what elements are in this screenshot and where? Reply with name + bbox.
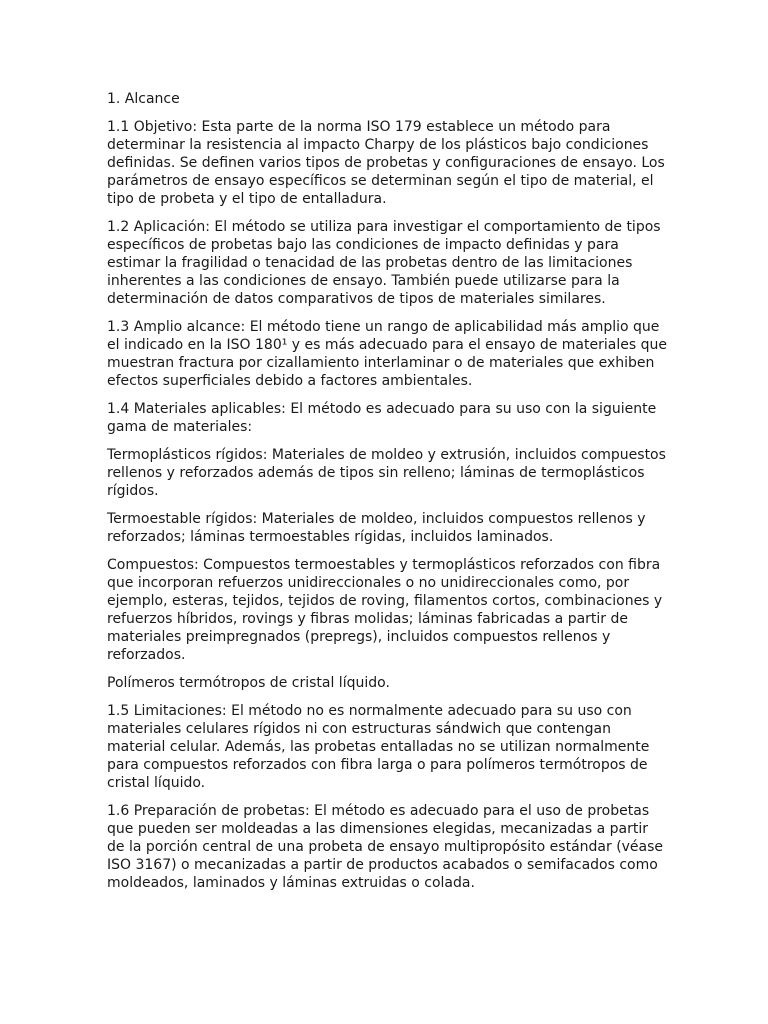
paragraph-polimeros: Polímeros termótropos de cristal líquido.: [107, 675, 390, 691]
paragraph-materiales-aplicables: 1.4 Materiales aplicables: El método es adecuado para su uso con la siguiente gama de materiales:: [107, 401, 657, 435]
paragraph-termoestables: Termoestable rígidos: Materiales de moldeo, incluidos compuestos rellenos y reforzados; láminas termoestables rígidas, incluidos laminados.: [107, 511, 646, 545]
paragraph-aplicacion: 1.2 Aplicación: El método se utiliza para investigar el comportamiento de tipos específicos de probetas bajo las condiciones de impacto definidas y para estimar la fragilidad o tenacidad de las probetas dentro de las limitaciones inherentes a las condiciones de ensayo. También puede utilizarse para la determinación de datos comparativos de tipos de materiales similares.: [107, 219, 661, 307]
document-page: [107, 90, 667, 902]
paragraph-amplio-alcance: 1.3 Amplio alcance: El método tiene un rango de aplicabilidad más amplio que el indicado en la ISO 180¹ y es más adecuado para el ensayo de materiales que muestran fractura por cizallamiento interlaminar o de materiales que exhiben efectos superficiales debido a factores ambientales.: [107, 319, 667, 389]
paragraph-preparacion: 1.6 Preparación de probetas: El método es adecuado para el uso de probetas que pueden ser moldeadas a las dimensiones elegidas, mecanizadas a partir de la porción central de una probeta de ensayo multipropósito estándar (véase ISO 3167) o mecanizadas a partir de productos acabados o semifacados como moldeados, laminados y láminas extruidas o colada.: [107, 803, 664, 891]
paragraph-limitaciones: 1.5 Limitaciones: El método no es normalmente adecuado para su uso con materiales celulares rígidos ni con estructuras sándwich que contengan material celular. Además, las probetas entalladas no se utilizan normalmente para compuestos reforzados con fibra larga o para polímeros termótropos de cristal líquido.: [107, 703, 650, 791]
paragraph-objetivo: 1.1 Objetivo: Esta parte de la norma ISO 179 establece un método para determinar la resistencia al impacto Charpy de los plásticos bajo condiciones definidas. Se definen varios tipos de probetas y configuraciones de ensayo. Los parámetros de ensayo específicos se determinan según el tipo de material, el tipo de probeta y el tipo de entalladura.: [107, 119, 665, 207]
section-heading: 1. Alcance: [107, 91, 180, 107]
paragraph-compuestos: Compuestos: Compuestos termoestables y termoplásticos reforzados con fibra que incorporan refuerzos unidireccionales o no unidireccionales como, por ejemplo, esteras, tejidos, tejidos de roving, filamentos cortos, combinaciones y refuerzos híbridos, rovings y fibras molidas; láminas fabricadas a partir de materiales preimpregnados (prepregs), incluidos compuestos rellenos y reforzados.: [107, 557, 663, 663]
paragraph-termoplasticos: Termoplásticos rígidos: Materiales de moldeo y extrusión, incluidos compuestos rellenos y reforzados además de tipos sin relleno; láminas de termoplásticos rígidos.: [107, 447, 666, 499]
